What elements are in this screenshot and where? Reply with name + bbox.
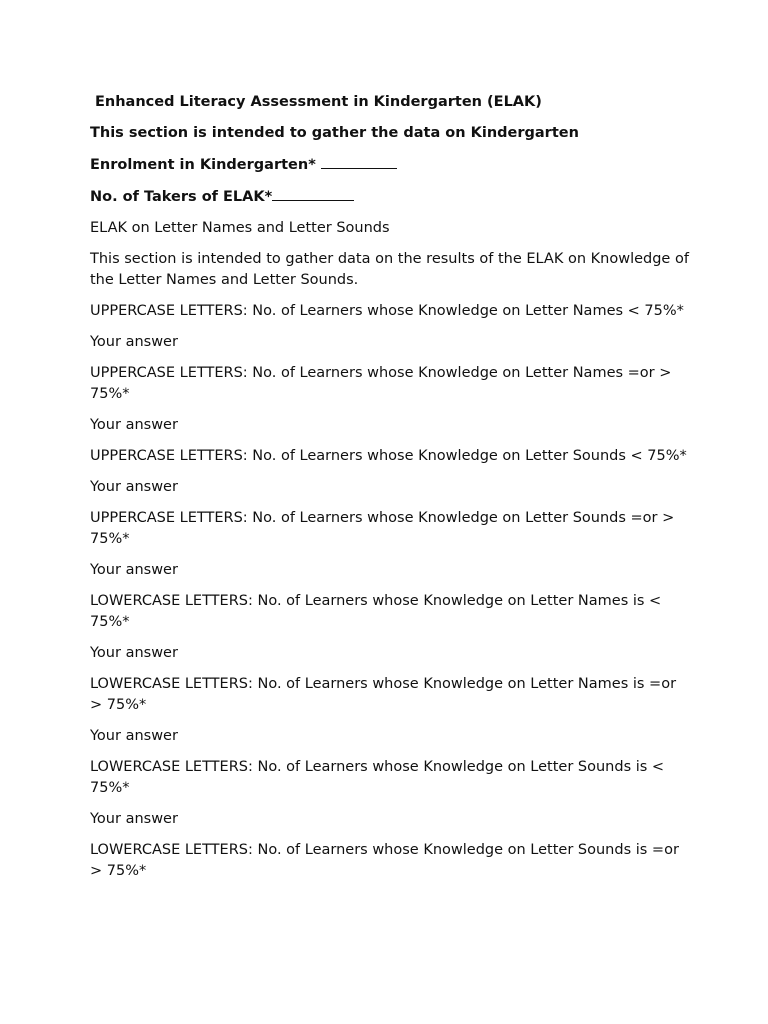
document-page: [90, 92, 690, 892]
question-text: UPPERCASE LETTERS: No. of Learners whose Knowledge on Letter Sounds < 75%*: [90, 448, 687, 464]
answer-input[interactable]: Your answer: [90, 728, 178, 744]
enrolment-label: Enrolment in Kindergarten*: [90, 157, 316, 173]
takers-label: No. of Takers of ELAK*: [90, 189, 273, 205]
question-text: UPPERCASE LETTERS: No. of Learners whose Knowledge on Letter Names < 75%*: [90, 303, 684, 319]
question-block: [90, 363, 690, 436]
answer-input[interactable]: Your answer: [90, 334, 178, 350]
question-text: UPPERCASE LETTERS: No. of Learners whose Knowledge on Letter Sounds =or > 75%*: [90, 510, 675, 547]
answer-input[interactable]: Your answer: [90, 645, 178, 661]
enrolment-blank[interactable]: [321, 154, 397, 169]
question-block: [90, 840, 690, 882]
question-block: [90, 446, 690, 498]
answer-input[interactable]: Your answer: [90, 562, 178, 578]
section-description: This section is intended to gather data on the results of the ELAK on Knowledge of the Letter Names and Letter Sounds.: [90, 251, 689, 288]
answer-input[interactable]: Your answer: [90, 417, 178, 433]
question-text: UPPERCASE LETTERS: No. of Learners whose Knowledge on Letter Names =or > 75%*: [90, 365, 672, 402]
question-block: [90, 591, 690, 664]
document-title: Enhanced Literacy Assessment in Kindergarten (ELAK): [95, 94, 542, 110]
enrolment-field: [90, 154, 690, 176]
question-text: LOWERCASE LETTERS: No. of Learners whose Knowledge on Letter Names is =or > 75%*: [90, 676, 677, 713]
question-text: LOWERCASE LETTERS: No. of Learners whose Knowledge on Letter Sounds is < 75%*: [90, 759, 665, 796]
question-block: [90, 301, 690, 353]
answer-input[interactable]: Your answer: [90, 479, 178, 495]
intro-text: This section is intended to gather the data on Kindergarten: [90, 125, 579, 141]
question-block: [90, 674, 690, 747]
section-heading: ELAK on Letter Names and Letter Sounds: [90, 220, 390, 236]
question-block: [90, 508, 690, 581]
question-text: LOWERCASE LETTERS: No. of Learners whose Knowledge on Letter Names is < 75%*: [90, 593, 662, 630]
takers-field: [90, 186, 690, 208]
answer-input[interactable]: Your answer: [90, 811, 178, 827]
takers-blank[interactable]: [272, 186, 354, 201]
question-text: LOWERCASE LETTERS: No. of Learners whose Knowledge on Letter Sounds is =or > 75%*: [90, 842, 679, 879]
question-block: [90, 757, 690, 830]
